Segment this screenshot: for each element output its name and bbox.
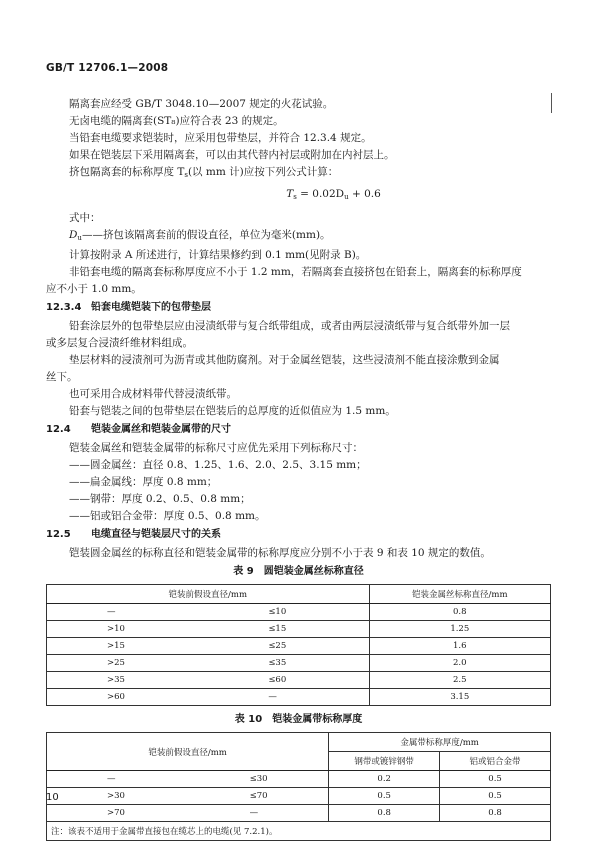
list-item: ——铝或铝合金带：厚度 0.5、0.8 mm。 xyxy=(69,510,266,522)
margin-rule xyxy=(551,93,552,113)
s1234-p2a: 垫层材料的浸渍剂可为沥青或其他防腐剂。对于金属丝铠装，这些浸渍剂不能直接涂敷到金属 xyxy=(69,354,500,366)
table-cell: 3.15 xyxy=(369,689,550,706)
s1234-p4: 铅套与铠装之间的包带垫层在铠装后的总厚度的近似值应为 1.5 mm。 xyxy=(69,405,396,417)
section-title: 铅套电缆铠装下的包带垫层 xyxy=(91,302,211,313)
intro-line-1: 隔离套应经受 GB/T 3048.10—2007 规定的火花试验。 xyxy=(69,98,334,110)
table-cell: >30 xyxy=(47,788,178,805)
s1234-p1b: 或多层复合浸渍纤维材料组成。 xyxy=(46,337,193,349)
table-row xyxy=(47,621,551,638)
formula-d-sub: u xyxy=(344,193,349,201)
section-heading-12-4 xyxy=(46,421,551,439)
list-item: ——圆金属丝：直径 0.8、1.25、1.6、2.0、2.5、3.15 mm； xyxy=(69,459,367,471)
table-cell: >10 xyxy=(47,621,197,638)
table-cell: — xyxy=(178,805,329,822)
calc-note: 计算按附录 A 所述进行，计算结果修约到 0.1 mm(见附录 B)。 xyxy=(69,249,367,261)
intro-line-2: 无卤电缆的隔离套(ST₈)应符合表 23 的规定。 xyxy=(69,115,284,127)
table-cell: ≤30 xyxy=(178,771,329,788)
list-item: ——扁金属线：厚度 0.8 mm； xyxy=(69,476,218,488)
formula-mid: = 0.02D xyxy=(296,188,345,200)
standard-code-header: GB/T 12706.1—2008 xyxy=(46,62,169,74)
section-number: 12.5 xyxy=(46,529,71,540)
table-cell: 0.5 xyxy=(440,788,551,805)
table-cell: 0.8 xyxy=(329,805,440,822)
table-cell: — xyxy=(47,771,178,788)
table-cell: ≤15 xyxy=(196,621,369,638)
formula-t: T xyxy=(286,188,294,200)
s1234-p2b: 丝下。 xyxy=(46,371,78,383)
s124-intro: 铠装金属丝和铠装金属带的标称尺寸应优先采用下列标称尺寸： xyxy=(69,442,363,454)
intro-line-4: 如果在铠装层下采用隔离套，可以由其代替内衬层或附加在内衬层上。 xyxy=(69,149,395,161)
table9-header-wire: 铠装金属丝标称直径/mm xyxy=(369,585,550,604)
table-cell: 0.2 xyxy=(329,771,440,788)
section-number: 12.3.4 xyxy=(46,302,82,313)
table-cell: ≤60 xyxy=(196,672,369,689)
section-number: 12.4 xyxy=(46,424,71,435)
formula-t-sub: s xyxy=(293,193,297,201)
table-row xyxy=(47,655,551,672)
table9 xyxy=(46,584,551,706)
page-number: 10 xyxy=(46,792,59,803)
table-row xyxy=(47,771,551,788)
nonlead-line-2: 应不小于 1.0 mm。 xyxy=(46,283,142,295)
formula-intro-sub: s xyxy=(184,171,188,179)
thickness-formula xyxy=(46,186,551,206)
table-cell: >70 xyxy=(47,805,178,822)
section-title: 铠装金属丝和铠装金属带的尺寸 xyxy=(91,424,231,435)
table-row xyxy=(47,604,551,621)
table-cell: >35 xyxy=(47,672,197,689)
def-text: ——挤包该隔离套前的假设直径，单位为毫米(mm)。 xyxy=(81,229,331,241)
table-cell: ≤70 xyxy=(178,788,329,805)
table-cell: 0.8 xyxy=(369,604,550,621)
section-heading-12-5 xyxy=(46,526,551,544)
table-cell: ≤10 xyxy=(196,604,369,621)
table-cell: 0.5 xyxy=(440,771,551,788)
table10-caption: 表 10 铠装金属带标称厚度 xyxy=(234,714,363,725)
section-title: 电缆直径与铠装层尺寸的关系 xyxy=(91,529,221,540)
table10-header-aluminium: 铝或铝合金带 xyxy=(440,752,551,771)
definition-du xyxy=(46,227,551,247)
s1234-p1a: 铅套涂层外的包带垫层应由浸渍纸带与复合纸带组成，或者由两层浸渍纸带与复合纸带外加一层 xyxy=(69,320,510,332)
s1234-p3: 也可采用合成材料带代替浸渍纸带。 xyxy=(69,388,237,400)
table-cell: 2.5 xyxy=(369,672,550,689)
table10-header-group: 金属带标称厚度/mm xyxy=(329,733,551,752)
table-cell: 0.5 xyxy=(329,788,440,805)
table9-caption: 表 9 圆铠装金属丝标称直径 xyxy=(233,566,364,577)
table-cell: 1.6 xyxy=(369,638,550,655)
table-row xyxy=(47,805,551,822)
table-cell: ≤35 xyxy=(196,655,369,672)
table10-note: 注：该表不适用于金属带直接包在缆芯上的电缆(见 7.2.1)。 xyxy=(47,822,551,841)
intro-line-3: 当铅套电缆要求铠装时，应采用包带垫层，并符合 12.3.4 规定。 xyxy=(69,132,372,144)
table-cell: 1.25 xyxy=(369,621,550,638)
table-row xyxy=(47,689,551,706)
table-cell: >15 xyxy=(47,638,197,655)
table-row xyxy=(47,638,551,655)
table-row xyxy=(47,788,551,805)
def-d-sub: u xyxy=(77,234,82,242)
table-cell: >60 xyxy=(47,689,197,706)
table-cell: — xyxy=(196,689,369,706)
formula-intro-prefix: 挤包隔离套的标称厚度 T xyxy=(69,166,185,178)
def-d: D xyxy=(69,229,78,241)
table-cell: >25 xyxy=(47,655,197,672)
where-label: 式中： xyxy=(69,212,101,224)
table10 xyxy=(46,732,551,841)
s125-p1: 铠装圆金属丝的标称直径和铠装金属带的标称厚度应分别不小于表 9 和表 10 规定的数值。 xyxy=(69,547,491,559)
table-cell: 0.8 xyxy=(440,805,551,822)
formula-intro-suffix: (以 mm 计)应按下列公式计算： xyxy=(187,166,339,178)
table-cell: 2.0 xyxy=(369,655,550,672)
table-cell: — xyxy=(47,604,197,621)
table9-header-diameter: 铠装前假设直径/mm xyxy=(47,585,370,604)
table-row xyxy=(47,672,551,689)
list-item: ——钢带：厚度 0.2、0.5、0.8 mm； xyxy=(69,493,251,505)
thickness-formula-intro xyxy=(46,164,551,184)
formula-tail: + 0.6 xyxy=(348,188,381,200)
table10-header-diameter: 铠装前假设直径/mm xyxy=(47,733,329,771)
table-cell: ≤25 xyxy=(196,638,369,655)
nonlead-line-1: 非铅套电缆的隔离套标称厚度应不小于 1.2 mm，若隔离套直接挤包在铅套上，隔离套的标称厚度 xyxy=(69,266,522,278)
page-body xyxy=(46,96,551,841)
table10-header-steel: 钢带或镀锌钢带 xyxy=(329,752,440,771)
section-heading-12-3-4 xyxy=(46,299,551,317)
